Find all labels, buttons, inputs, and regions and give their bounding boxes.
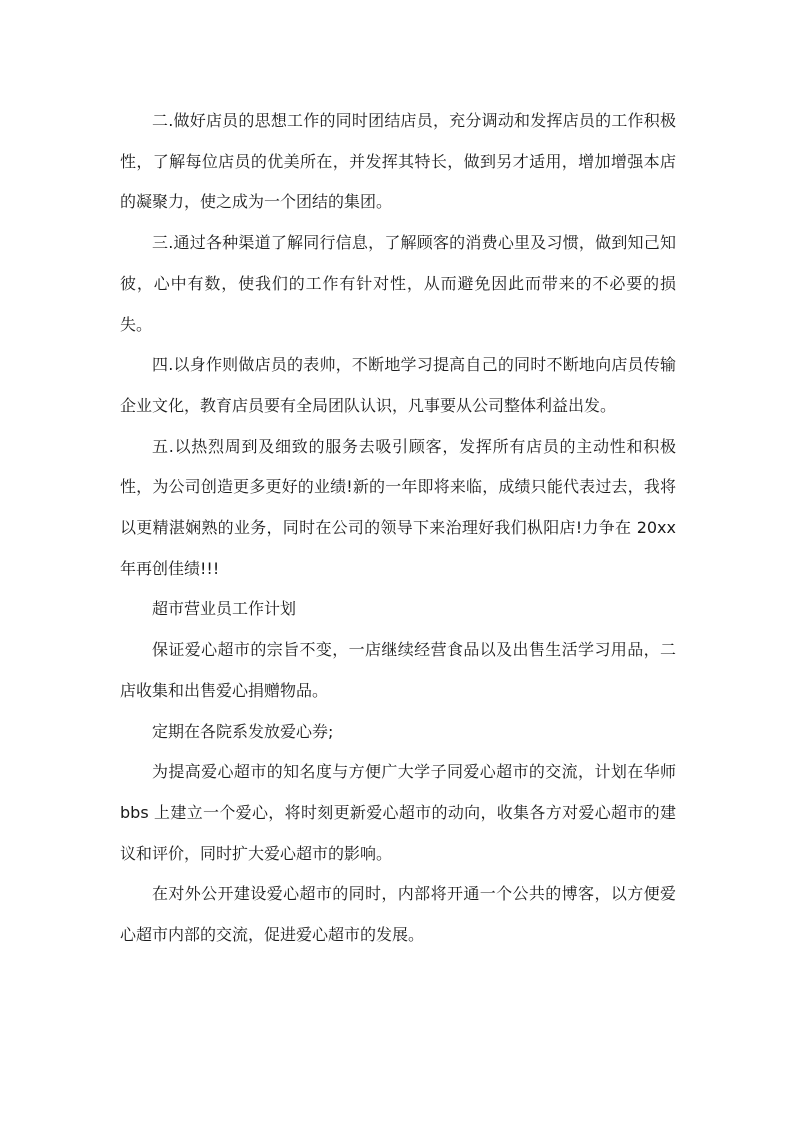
document-body: [120, 101, 676, 956]
section-heading: 超市营业员工作计划: [152, 599, 297, 619]
paragraph-bbs-plan: 为提高爱心超市的知名度与方便广大学子同爱心超市的交流，计划在华师 bbs 上建立一个爱心，将时刻更新爱心超市的动向，收集各方对爱心超市的建议和评价，同时扩大爱心超市的影响。: [120, 762, 676, 863]
paragraph-lead-by-example: 四.以身作则做店员的表帅，不断地学习提高自己的同时不断地向店员传输企业文化，教育店员要有全局团队认识，凡事要从公司整体利益出发。: [120, 355, 676, 415]
paragraph-internal-blog: 在对外公开建设爱心超市的同时，内部将开通一个公共的博客，以方便爱心超市内部的交流，促进爱心超市的发展。: [120, 884, 676, 945]
paragraph-coupons: 定期在各院系发放爱心券;: [152, 721, 334, 741]
paragraph-supermarket-purpose: 保证爱心超市的宗旨不变，一店继续经营食品以及出售生活学习用品，二店收集和出售爱心捐赠物品。: [120, 640, 676, 700]
paragraph-store-staff-unity: 二.做好店员的思想工作的同时团结店员，充分调动和发挥店员的工作积极性，了解每位店员的优美所在，并发挥其特长，做到另才适用，增加增强本店的凝聚力，使之成为一个团结的集团。: [120, 111, 676, 212]
paragraph-customer-service: 五.以热烈周到及细致的服务去吸引顾客，发挥所有店员的主动性和积极性，为公司创造更多更好的业绩!新的一年即将来临，成绩只能代表过去，我将以更精湛娴熟的业务，同时在公司的领导下来治理好我们枞阳店!力争在 20xx 年再创佳绩!!!: [120, 436, 676, 578]
paragraph-competitor-info: 三.通过各种渠道了解同行信息，了解顾客的消费心里及习惯，做到知己知彼，心中有数，使我们的工作有针对性，从而避免因此而带来的不必要的损失。: [120, 233, 676, 334]
